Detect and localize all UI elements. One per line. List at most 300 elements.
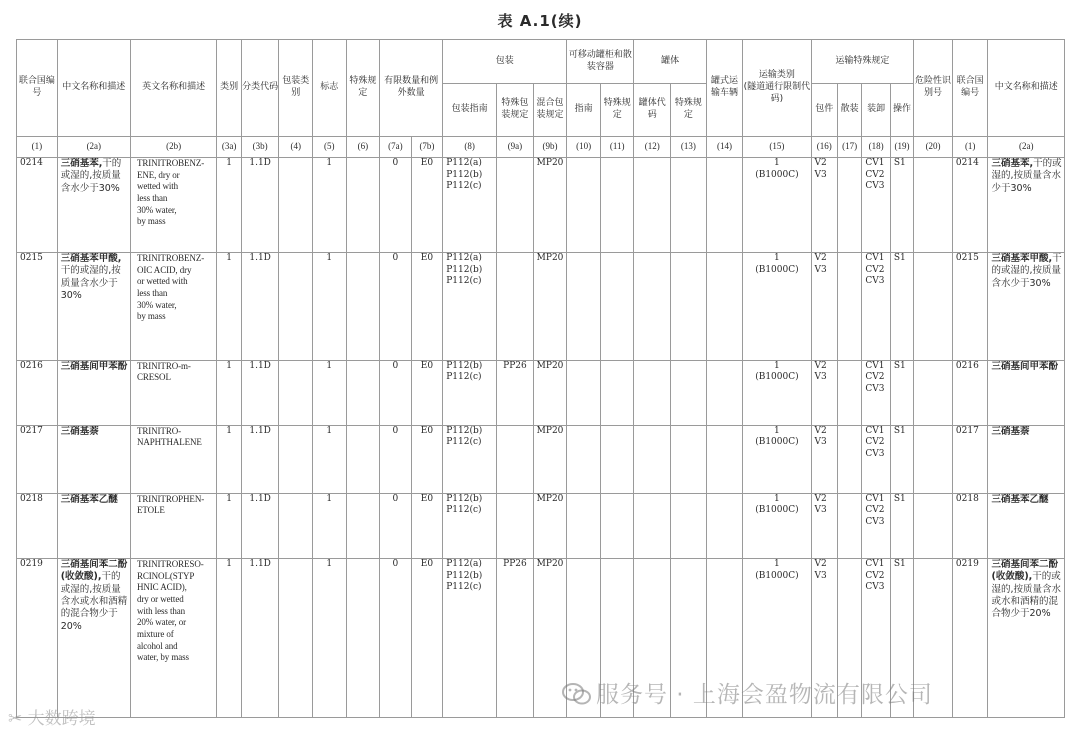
un-number: 0214 [17, 158, 58, 253]
name-en-line: alcohol and [136, 640, 178, 651]
name-cn-right-bold: 三硝基苯, [991, 158, 1034, 169]
column-number: (9b) [533, 137, 567, 158]
transport-category [743, 158, 811, 253]
name-cn-right-bold: 三硝基间苯二酚(收敛酸), [991, 558, 1058, 583]
hazard-id [914, 425, 953, 493]
name-cn-right [988, 360, 1065, 425]
column-number: (3b) [241, 137, 279, 158]
pack-group [279, 425, 313, 493]
limited-quantity: 0 [380, 425, 412, 493]
name-en-line: ENE, dry or [136, 169, 180, 180]
column-number: (18) [862, 137, 890, 158]
header-special-pack: 特殊包装规定 [497, 84, 534, 137]
name-en-line: TRINITRO- [136, 425, 182, 436]
page-title: 表 A.1(续) [497, 12, 583, 30]
header-portable-tank: 可移动罐柜和散装容器 [567, 40, 634, 84]
name-cn-right-rest: 干的或湿的,按质量含水或水和酒精的混合物少于20% [991, 571, 1062, 620]
column-number: (2a) [57, 137, 130, 158]
transport-category-value: 1 [774, 158, 780, 168]
loading-provision-line: CV2 [865, 372, 885, 383]
hazard-id [914, 158, 953, 253]
name-cn-right-bold: 三硝基苯甲酸, [991, 253, 1053, 265]
pack-group [279, 558, 313, 717]
loading-provision-line: CV1 [865, 360, 885, 371]
header-portable-instruction: 指南 [567, 84, 601, 137]
loading-provision-line: CV3 [865, 383, 885, 394]
package-provision [811, 253, 837, 360]
loading-provision-line: CV1 [865, 493, 885, 504]
pack-instruction-line: P112(b) [446, 493, 483, 504]
operation-provision: S1 [890, 558, 913, 717]
name-en [130, 558, 216, 717]
name-cn-right-bold: 三硝基萘 [991, 425, 1030, 437]
portable-instruction [567, 360, 601, 425]
header-packaging: 包装 [443, 40, 567, 84]
tank-vehicle [706, 425, 743, 493]
table-body [17, 158, 1065, 718]
pack-group [279, 158, 313, 253]
package-provision [811, 493, 837, 558]
header-tank-vehicle: 罐式运输车辆 [706, 40, 743, 137]
name-en-line: water, by mass [136, 652, 189, 663]
loading-provision-line: CV3 [865, 517, 885, 528]
name-cn-bold: 三硝基苯甲酸, [60, 253, 122, 265]
package-provision-line: V3 [814, 264, 827, 275]
class: 1 [217, 493, 241, 558]
name-en-line: dry or wetted [136, 593, 184, 604]
name-en-line: by mass [136, 216, 166, 227]
operation-provision: S1 [890, 360, 913, 425]
tank-special [671, 425, 707, 493]
name-en-line: TRINITRORESO- [136, 558, 204, 569]
header-class: 类别 [217, 40, 241, 137]
loading-provision [862, 493, 890, 558]
loading-provision-line: CV3 [865, 181, 885, 192]
column-number: (2a) [988, 137, 1065, 158]
column-number: (1) [952, 137, 988, 158]
transport-category-value: 1 [774, 493, 780, 504]
name-en-line: TRINITRO-m- [136, 360, 191, 371]
portable-special [600, 253, 634, 360]
name-cn-right-bold: 三硝基苯乙醚 [991, 493, 1049, 505]
header-label: 标志 [313, 40, 347, 137]
tank-code [634, 253, 671, 360]
un-number-right: 0219 [952, 558, 988, 717]
tunnel-code: (B1000C) [755, 570, 799, 581]
header-special: 特殊规定 [346, 40, 380, 137]
tank-special [671, 253, 707, 360]
bulk-provision [837, 253, 861, 360]
name-en-line: TRINITROBENZ- [136, 253, 205, 264]
label: 1 [313, 158, 347, 253]
name-en-line: less than [136, 288, 168, 299]
excepted-quantity: E0 [411, 360, 443, 425]
watermark-text: 服务号 · 上海会盈物流有限公司 [596, 682, 933, 708]
tank-code [634, 158, 671, 253]
excepted-quantity: E0 [411, 253, 443, 360]
pack-instruction-line: P112(b) [446, 264, 483, 275]
special-pack [497, 425, 534, 493]
operation-provision: S1 [890, 493, 913, 558]
excepted-quantity: E0 [411, 558, 443, 717]
name-cn-right [988, 253, 1065, 360]
table-row [17, 493, 1065, 558]
loading-provision-line: CV2 [865, 169, 885, 180]
mixed-pack: MP20 [533, 158, 567, 253]
special-provision [346, 253, 380, 360]
name-en-line: or wetted with [136, 276, 188, 287]
column-number: (19) [890, 137, 913, 158]
loading-provision-line: CV2 [865, 505, 885, 516]
bulk-provision [837, 425, 861, 493]
special-provision [346, 558, 380, 717]
special-pack: PP26 [497, 558, 534, 717]
column-number: (20) [914, 137, 953, 158]
column-number: (7b) [411, 137, 443, 158]
header-mixed-pack: 混合包装规定 [533, 84, 567, 137]
header-un-no: 联合国编号 [17, 40, 58, 137]
pack-instruction-line: P112(a) [446, 558, 482, 569]
header-transport-special: 运输特殊规定 [811, 40, 914, 84]
name-cn-right-rest: 干的或湿的,按质量含水少于30% [991, 158, 1062, 194]
pack-group [279, 493, 313, 558]
column-number: (7a) [380, 137, 412, 158]
class: 1 [217, 425, 241, 493]
transport-category [743, 253, 811, 360]
header-pack-instruction: 包装指南 [443, 84, 497, 137]
tank-special [671, 493, 707, 558]
un-number: 0215 [17, 253, 58, 360]
name-en-line: HNIC ACID), [136, 582, 187, 593]
mixed-pack: MP20 [533, 360, 567, 425]
tank-code [634, 425, 671, 493]
loading-provision-line: CV3 [865, 582, 885, 593]
pack-instruction-line: P112(b) [446, 570, 483, 581]
special-pack [497, 158, 534, 253]
package-provision-line: V3 [814, 505, 827, 516]
portable-special [600, 493, 634, 558]
name-cn-bold: 三硝基苯, [60, 158, 103, 169]
name-en-line: by mass [136, 311, 166, 322]
bulk-provision [837, 158, 861, 253]
operation-provision: S1 [890, 253, 913, 360]
tunnel-code: (B1000C) [755, 169, 799, 180]
transport-category [743, 360, 811, 425]
bulk-provision [837, 493, 861, 558]
column-number: (14) [706, 137, 743, 158]
name-en-line: 20% water, or [136, 617, 187, 628]
pack-instruction [443, 558, 497, 717]
name-en-line: ETOLE [136, 505, 165, 516]
name-cn [57, 360, 130, 425]
header-portable-special: 特殊规定 [600, 84, 634, 137]
name-en-line: less than [136, 193, 168, 204]
name-en [130, 158, 216, 253]
column-number: (12) [634, 137, 671, 158]
header-name-en: 英文名称和描述 [130, 40, 216, 137]
class: 1 [217, 253, 241, 360]
portable-instruction [567, 158, 601, 253]
name-en-line: NAPHTHALENE [136, 437, 202, 448]
loading-provision-line: CV2 [865, 437, 885, 448]
class: 1 [217, 158, 241, 253]
name-cn-rest: 干的或湿的,按质量含水少于30% [60, 265, 121, 302]
header-class-code: 分类代码 [241, 40, 279, 137]
excepted-quantity: E0 [411, 493, 443, 558]
transport-category-value: 1 [774, 360, 780, 371]
column-number: (4) [279, 137, 313, 158]
loading-provision-line: CV1 [865, 558, 885, 569]
pack-instruction-line: P112(a) [446, 253, 482, 264]
label: 1 [313, 425, 347, 493]
pack-instruction-line: P112(c) [446, 582, 482, 593]
mixed-pack: MP20 [533, 558, 567, 717]
pack-instruction-line: P112(c) [446, 276, 482, 287]
name-en-line: wetted with [136, 181, 179, 192]
header-pack-group: 包装类别 [279, 40, 313, 137]
tank-code [634, 493, 671, 558]
name-cn-right [988, 493, 1065, 558]
tank-vehicle [706, 158, 743, 253]
transport-category-value: 1 [774, 253, 780, 264]
limited-quantity: 0 [380, 253, 412, 360]
column-number: (17) [837, 137, 861, 158]
pack-group [279, 253, 313, 360]
column-number-row [17, 137, 1065, 158]
un-number: 0217 [17, 425, 58, 493]
operation-provision: S1 [890, 425, 913, 493]
class: 1 [217, 558, 241, 717]
name-cn-rest: 干的或湿的,按质量含水或水和酒精的混合物少于20% [60, 571, 128, 632]
class-code: 1.1D [241, 360, 279, 425]
column-number: (15) [743, 137, 811, 158]
un-number-right: 0215 [952, 253, 988, 360]
table-row [17, 360, 1065, 425]
column-number: (5) [313, 137, 347, 158]
un-number-right: 0214 [952, 158, 988, 253]
pack-group [279, 360, 313, 425]
tunnel-code: (B1000C) [755, 505, 799, 516]
name-en [130, 360, 216, 425]
name-en [130, 253, 216, 360]
limited-quantity: 0 [380, 493, 412, 558]
loading-provision-line: CV2 [865, 570, 885, 581]
loading-provision-line: CV1 [865, 425, 885, 436]
label: 1 [313, 558, 347, 717]
un-number-right: 0216 [952, 360, 988, 425]
column-number: (3a) [217, 137, 241, 158]
header-transport-category-main: 运输类别 [758, 70, 795, 81]
package-provision-line: V3 [814, 570, 827, 581]
name-en-line: RCINOL(STYP [136, 570, 195, 581]
special-provision [346, 158, 380, 253]
table-row [17, 253, 1065, 360]
class-code: 1.1D [241, 425, 279, 493]
loading-provision [862, 158, 890, 253]
header-limited-qty: 有限数量和例外数量 [380, 40, 443, 137]
package-provision-line: V2 [814, 253, 827, 264]
column-number: (13) [671, 137, 707, 158]
label: 1 [313, 253, 347, 360]
name-cn-right [988, 425, 1065, 493]
tank-vehicle [706, 493, 743, 558]
header-tank-special: 特殊规定 [671, 84, 707, 137]
mixed-pack: MP20 [533, 253, 567, 360]
package-provision [811, 360, 837, 425]
column-number: (6) [346, 137, 380, 158]
name-cn-bold: 三硝基间甲苯酚 [60, 360, 128, 372]
hazard-id [914, 360, 953, 425]
header-operation: 操作 [890, 84, 913, 137]
wechat-icon [562, 683, 592, 705]
header-tank: 罐体 [634, 40, 706, 84]
package-provision-line: V2 [814, 558, 827, 569]
pack-instruction-line: P112(b) [446, 360, 483, 371]
name-en-line: TRINITROPHEN- [136, 493, 205, 504]
name-en-line: OIC ACID, dry [136, 264, 192, 275]
header-tank-code: 罐体代码 [634, 84, 671, 137]
pack-instruction [443, 253, 497, 360]
header-bulk: 散装 [837, 84, 861, 137]
package-provision-line: V3 [814, 372, 827, 383]
pack-instruction-line: P112(c) [446, 505, 482, 516]
corner-watermark [8, 704, 96, 729]
tank-special [671, 158, 707, 253]
name-cn-right [988, 158, 1065, 253]
tunnel-code: (B1000C) [755, 372, 799, 383]
header-name-cn-right: 中文名称和描述 [988, 40, 1065, 137]
pack-instruction-line: P112(b) [446, 425, 483, 436]
corner-watermark-text: 大数跨境 [27, 709, 96, 729]
column-number: (10) [567, 137, 601, 158]
corner-logo-icon: ✂ [8, 709, 28, 729]
pack-instruction [443, 360, 497, 425]
column-number: (2b) [130, 137, 216, 158]
portable-special [600, 158, 634, 253]
loading-provision [862, 360, 890, 425]
portable-instruction [567, 425, 601, 493]
mixed-pack: MP20 [533, 425, 567, 493]
limited-quantity: 0 [380, 558, 412, 717]
name-cn-bold: 三硝基间苯二酚(收敛酸), [60, 558, 128, 583]
portable-instruction [567, 493, 601, 558]
loading-provision-line: CV3 [865, 276, 885, 287]
un-number: 0219 [17, 558, 58, 717]
column-number: (16) [811, 137, 837, 158]
pack-instruction-line: P112(b) [446, 169, 483, 180]
bulk-provision [837, 360, 861, 425]
transport-category [743, 425, 811, 493]
tank-code [634, 360, 671, 425]
un-number: 0216 [17, 360, 58, 425]
header-tunnel-code: (隧道通行限制代码) [743, 82, 811, 104]
un-number-right: 0217 [952, 425, 988, 493]
table-row [17, 425, 1065, 493]
package-provision [811, 158, 837, 253]
special-provision [346, 493, 380, 558]
name-cn-rest: 干的或湿的,按质量含水少于30% [60, 158, 122, 194]
name-cn-right-bold: 三硝基间甲苯酚 [991, 360, 1058, 372]
label: 1 [313, 493, 347, 558]
name-en [130, 493, 216, 558]
label: 1 [313, 360, 347, 425]
package-provision [811, 425, 837, 493]
watermark [562, 676, 933, 709]
pack-instruction [443, 158, 497, 253]
hazard-id [914, 493, 953, 558]
name-cn [57, 493, 130, 558]
name-cn-right [988, 558, 1065, 717]
header-un-no-right: 联合国编号 [952, 40, 988, 137]
loading-provision-line: CV3 [865, 448, 885, 459]
transport-category-value: 1 [774, 425, 780, 436]
un-number-right: 0218 [952, 493, 988, 558]
pack-instruction-line: P112(c) [446, 437, 482, 448]
name-cn-bold: 三硝基苯乙醚 [60, 493, 118, 505]
tank-special [671, 360, 707, 425]
column-number: (8) [443, 137, 497, 158]
loading-provision-line: CV1 [865, 158, 885, 168]
name-en-line: 30% water, [136, 204, 177, 215]
package-provision-line: V2 [814, 360, 827, 371]
name-en-line: CRESOL [136, 372, 171, 383]
column-number: (9a) [497, 137, 534, 158]
class-code: 1.1D [241, 253, 279, 360]
operation-provision: S1 [890, 158, 913, 253]
column-number: (1) [17, 137, 58, 158]
loading-provision [862, 253, 890, 360]
header-name-cn: 中文名称和描述 [57, 40, 130, 137]
name-cn [57, 425, 130, 493]
portable-instruction [567, 253, 601, 360]
header-hazard-id: 危险性识别号 [914, 40, 953, 137]
class-code: 1.1D [241, 558, 279, 717]
name-en [130, 425, 216, 493]
mixed-pack: MP20 [533, 493, 567, 558]
loading-provision [862, 425, 890, 493]
header-package: 包件 [811, 84, 837, 137]
special-pack [497, 493, 534, 558]
name-en-line: TRINITROBENZ- [136, 158, 205, 168]
tank-vehicle [706, 253, 743, 360]
name-en-line: mixture of [136, 628, 174, 639]
portable-special [600, 360, 634, 425]
portable-special [600, 425, 634, 493]
pack-instruction-line: P112(c) [446, 181, 482, 192]
name-cn [57, 558, 130, 717]
name-cn-bold: 三硝基萘 [60, 425, 99, 437]
tunnel-code: (B1000C) [755, 437, 799, 448]
limited-quantity: 0 [380, 360, 412, 425]
header-loading: 装卸 [862, 84, 890, 137]
class-code: 1.1D [241, 158, 279, 253]
special-pack: PP26 [497, 360, 534, 425]
pack-instruction [443, 425, 497, 493]
pack-instruction-line: P112(c) [446, 372, 482, 383]
pack-instruction [443, 493, 497, 558]
tank-vehicle [706, 360, 743, 425]
hazard-id [914, 253, 953, 360]
table-row [17, 158, 1065, 253]
excepted-quantity: E0 [411, 425, 443, 493]
transport-category-value: 1 [774, 558, 780, 569]
dangerous-goods-table [16, 39, 1065, 718]
package-provision-line: V2 [814, 493, 827, 504]
tunnel-code: (B1000C) [755, 264, 799, 275]
transport-category [743, 493, 811, 558]
name-en-line: with less than [136, 605, 186, 616]
limited-quantity: 0 [380, 158, 412, 253]
